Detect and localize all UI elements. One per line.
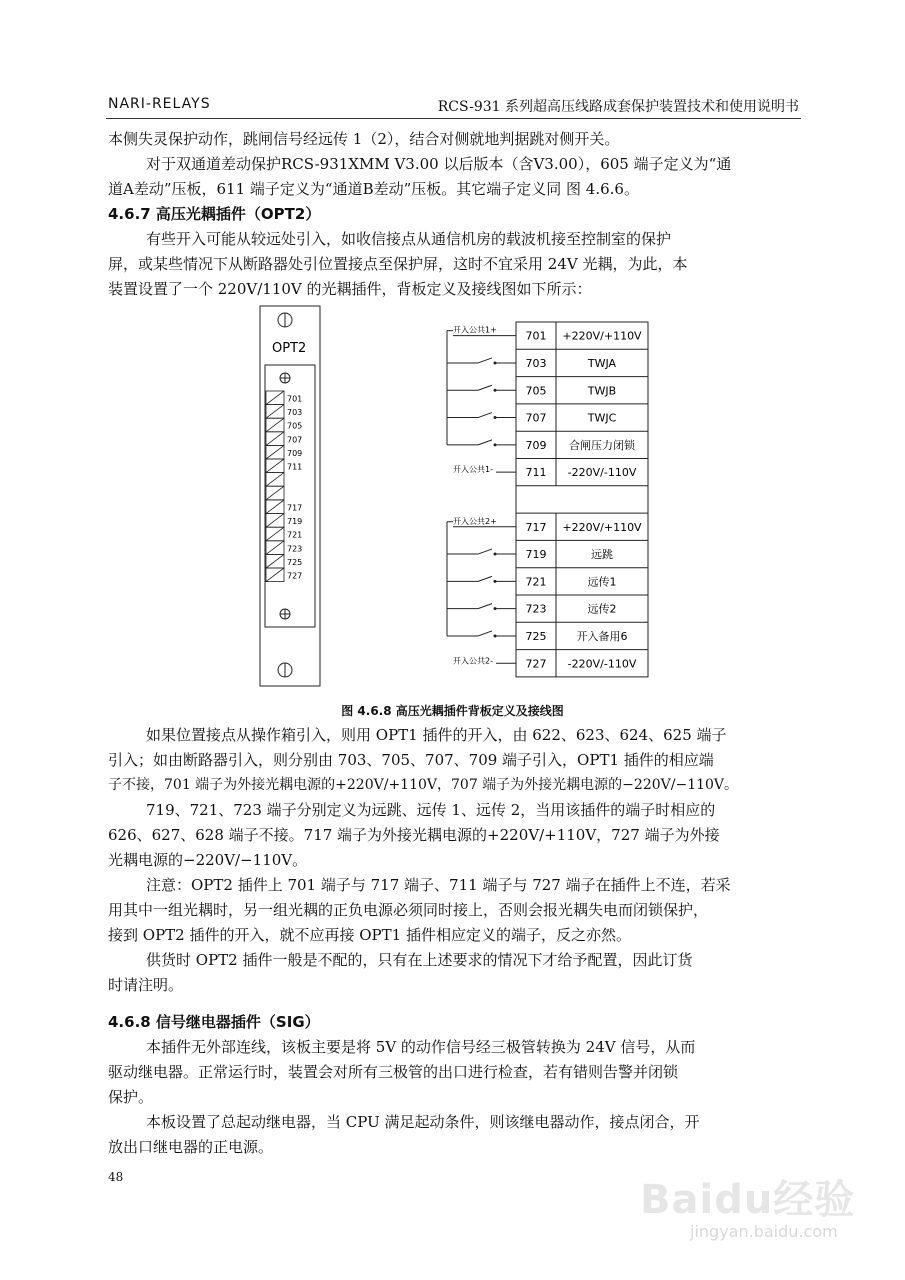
- common-label: 开入公共1+: [453, 325, 497, 335]
- terminal-definition: +220V/+110V: [562, 520, 642, 534]
- pin-label: 701: [287, 394, 303, 404]
- paragraph-line: 有些开入可能从较远处引入，如收信接点从通信机房的载波机接至控制室的保护: [146, 230, 672, 248]
- pin-hatch: [266, 514, 284, 528]
- pin-hatch: [266, 486, 284, 500]
- terminal-number: 707: [525, 411, 547, 425]
- common-label: 开入公共1-: [453, 465, 493, 475]
- section-heading-4-6-7: 4.6.7 高压光耦插件（OPT2）: [108, 205, 321, 223]
- paragraph-line: 供货时 OPT2 插件一般是不配的，只有在上述要求的情况下才给予配置，因此订货: [146, 951, 693, 969]
- pin-label: 717: [287, 503, 303, 513]
- contact-switch: [478, 440, 492, 445]
- paragraph-line: 引入；如由断路器引入，则分别由 703、705、707、709 端子引入，OPT1 插件的相应端: [108, 751, 714, 769]
- paragraph-line: 719、721、723 端子分别定义为远跳、远传 1、远传 2，当用该插件的端子时相应的: [146, 801, 716, 819]
- page-number: 48: [108, 1170, 124, 1184]
- terminal-definition: 远传2: [587, 602, 617, 616]
- contact-switch: [478, 413, 492, 418]
- pin-hatch: [266, 473, 284, 487]
- pin-label: 723: [287, 544, 303, 554]
- paragraph-line: 注意：OPT2 插件上 701 端子与 717 端子、711 端子与 727 端子在插件上不连，若采: [146, 876, 731, 894]
- paragraph-line: 如果位置接点从操作箱引入，则用 OPT1 插件的开入，由 622、623、624、625 端子: [146, 726, 727, 744]
- terminal-number: 709: [525, 438, 547, 452]
- header-brand: NARI-RELAYS: [108, 96, 211, 112]
- pin-hatch: [266, 405, 284, 419]
- terminal-definition: TWJC: [587, 411, 617, 425]
- pin-label: 703: [287, 408, 303, 418]
- paragraph-line: 本板设置了总起动继电器，当 CPU 满足起动条件，则该继电器动作，接点闭合，开: [146, 1113, 700, 1131]
- paragraph-line: 时请注明。: [108, 976, 184, 994]
- terminal-number: 719: [525, 548, 547, 562]
- paragraph-line: 626、627、628 端子不接。717 端子为外接光耦电源的+220V/+110V，727 端子为外接: [108, 826, 720, 844]
- header-title: RCS-931 系列超高压线路成套保护装置技术和使用说明书: [437, 99, 799, 115]
- paragraph-line: 对于双通道差动保护RCS-931XMM V3.00 以后版本（含V3.00），605 端子定义为“通: [146, 155, 732, 173]
- terminal-number: 721: [525, 575, 547, 589]
- terminal-number: 703: [525, 356, 547, 370]
- contact-switch: [478, 549, 492, 554]
- figure-caption: 图 4.6.8 高压光耦插件背板定义及接线图: [341, 704, 564, 718]
- pin-hatch: [266, 568, 284, 582]
- terminal-number: 711: [525, 466, 547, 480]
- contact-switch: [478, 631, 492, 636]
- common-label: 开入公共2+: [453, 516, 497, 526]
- terminal-definition: TWJA: [587, 356, 617, 370]
- terminal-definition: 远跳: [591, 548, 613, 562]
- pin-hatch: [266, 554, 284, 568]
- terminal-definition: -220V/-110V: [567, 657, 637, 671]
- pin-hatch: [266, 500, 284, 514]
- pin-hatch: [266, 459, 284, 473]
- paragraph-line: 放出口继电器的正电源。: [108, 1138, 274, 1156]
- pin-label: 705: [287, 421, 303, 431]
- paragraph-line: 本侧失灵保护动作，跳闸信号经远传 1（2），结合对侧就地判据跳对侧开关。: [108, 130, 620, 148]
- terminal-number: 727: [525, 657, 547, 671]
- board-outline: [260, 306, 320, 686]
- terminal-number: 725: [525, 629, 547, 643]
- pin-hatch: [266, 432, 284, 446]
- paragraph-line: 本插件无外部连线，该板主要是将 5V 的动作信号经三极管转换为 24V 信号，从而: [146, 1038, 696, 1056]
- terminal-definition: -220V/-110V: [567, 466, 637, 480]
- pin-label: 711: [287, 462, 303, 472]
- paragraph-line: 接到 OPT2 插件的开入，就不应再接 OPT1 插件相应定义的端子，反之亦然。: [108, 926, 631, 944]
- paragraph-line: 保护。: [108, 1088, 154, 1106]
- terminal-definition: 合闸压力闭锁: [569, 438, 635, 452]
- common-label: 开入公共2-: [453, 656, 493, 666]
- contact-switch: [478, 604, 492, 609]
- paragraph-line: 驱动继电器。正常运行时，装置会对所有三极管的出口进行检查，若有错则告警并闭锁: [108, 1063, 679, 1081]
- paragraph-line: 光耦电源的−220V/−110V。: [108, 851, 308, 869]
- terminal-table: [447, 322, 648, 677]
- table-frame: [516, 322, 648, 677]
- contact-switch: [478, 576, 492, 581]
- pin-hatch: [266, 541, 284, 555]
- terminal-definition: TWJB: [587, 384, 617, 398]
- board-label: OPT2: [272, 341, 307, 356]
- terminal-definition: +220V/+110V: [562, 329, 642, 343]
- pin-hatch: [266, 527, 284, 541]
- paragraph-line: 屏，或某些情况下从断路器处引位置接点至保护屏，这时不宜采用 24V 光耦，为此，本: [108, 255, 688, 273]
- pin-label: 725: [287, 557, 303, 567]
- pin-hatch: [266, 445, 284, 459]
- terminal-number: 701: [525, 329, 547, 343]
- pin-label: 721: [287, 530, 303, 540]
- watermark-logo: Baidu经验: [640, 1177, 856, 1223]
- terminal-definition: 远传1: [587, 575, 617, 589]
- pin-hatch: [266, 391, 284, 405]
- pin-label: 709: [287, 448, 303, 458]
- terminal-number: 705: [525, 384, 547, 398]
- watermark-url: jingyan.baidu.com: [690, 1222, 838, 1241]
- pin-label: 707: [287, 435, 303, 445]
- contact-switch: [478, 358, 492, 363]
- pin-label: 719: [287, 517, 303, 527]
- pin-label: 727: [287, 571, 303, 581]
- pin-hatch: [266, 418, 284, 432]
- terminal-definition: 开入备用6: [576, 629, 628, 643]
- terminal-number: 717: [525, 520, 547, 534]
- contact-switch: [478, 385, 492, 390]
- paragraph-line: 子不接，701 端子为外接光耦电源的+220V/+110V，707 端子为外接光耦电源的−220V/−110V。: [108, 777, 739, 793]
- paragraph-line: 装置设置了一个 220V/110V 的光耦插件，背板定义及接线图如下所示：: [108, 280, 592, 298]
- terminal-number: 723: [525, 602, 547, 616]
- paragraph-line: 用其中一组光耦时，另一组光耦的正负电源必须同时接上，否则会报光耦失电而闭锁保护，: [108, 901, 709, 919]
- section-heading-4-6-8: 4.6.8 信号继电器插件（SIG）: [108, 1013, 320, 1031]
- terminal-pins: [266, 391, 302, 582]
- paragraph-line: 道A差动”压板，611 端子定义为“通道B差动”压板。其它端子定义同 图 4.6.6。: [108, 180, 639, 198]
